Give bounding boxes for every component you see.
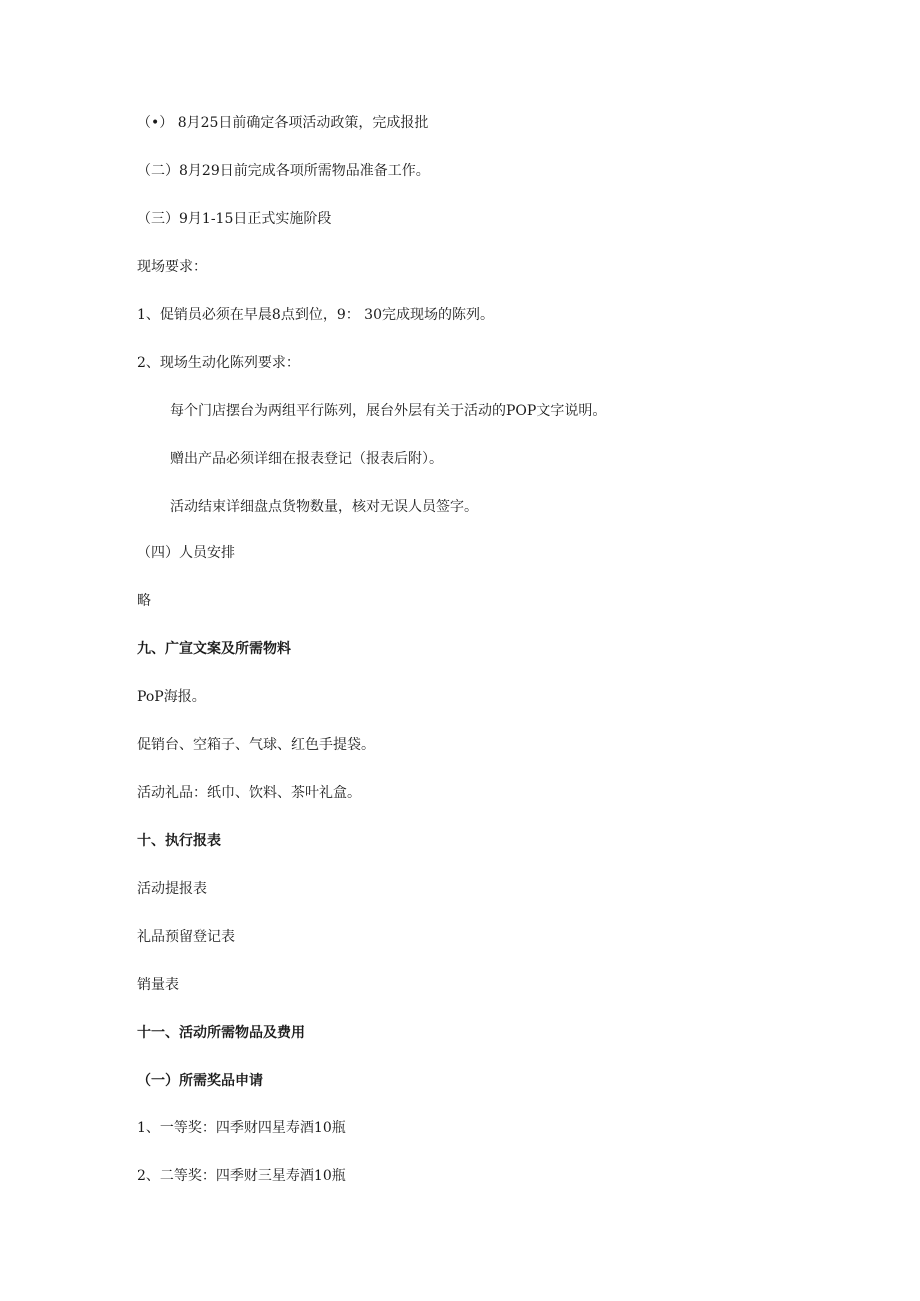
report-item-3: 销量表 [137, 977, 179, 993]
material-item-3: 活动礼品：纸巾、饮料、茶叶礼盒。 [137, 785, 361, 801]
report-item-1: 活动提报表 [137, 881, 207, 897]
material-item-1: PoP海报。 [137, 689, 206, 705]
schedule-item-2: （二）8月29日前完成各项所需物品准备工作。 [137, 163, 430, 179]
section-9-heading: 九、广宣文案及所需物料 [137, 641, 291, 657]
prize-item-2: 2、二等奖：四季财三星寿酒10瓶 [137, 1168, 346, 1184]
report-item-2: 礼品预留登记表 [137, 929, 235, 945]
requirement-2: 2、现场生动化陈列要求： [137, 355, 300, 371]
display-requirement-3: 活动结束详细盘点货物数量，核对无误人员签字。 [170, 499, 478, 515]
schedule-item-3: （三）9月1-15日正式实施阶段 [137, 211, 332, 227]
prize-request-heading: （一）所需奖品申请 [137, 1073, 263, 1089]
schedule-item-1: （•） 8月25日前确定各项活动政策，完成报批 [137, 115, 429, 131]
display-requirement-1: 每个门店摆台为两组平行陈列，展台外层有关于活动的POP文字说明。 [170, 403, 607, 419]
requirement-1: 1、促销员必须在早晨8点到位，9： 30完成现场的陈列。 [137, 307, 494, 323]
material-item-2: 促销台、空箱子、气球、红色手提袋。 [137, 737, 375, 753]
onsite-requirements-label: 现场要求： [137, 259, 207, 275]
display-requirement-2: 赠出产品必须详细在报表登记（报表后附）。 [170, 451, 443, 467]
section-10-heading: 十、执行报表 [137, 833, 221, 849]
prize-item-1: 1、一等奖：四季财四星寿酒10瓶 [137, 1120, 346, 1136]
staffing-heading: （四）人员安排 [137, 545, 235, 561]
staffing-content: 略 [137, 593, 151, 609]
section-11-heading: 十一、活动所需物品及费用 [137, 1025, 305, 1041]
